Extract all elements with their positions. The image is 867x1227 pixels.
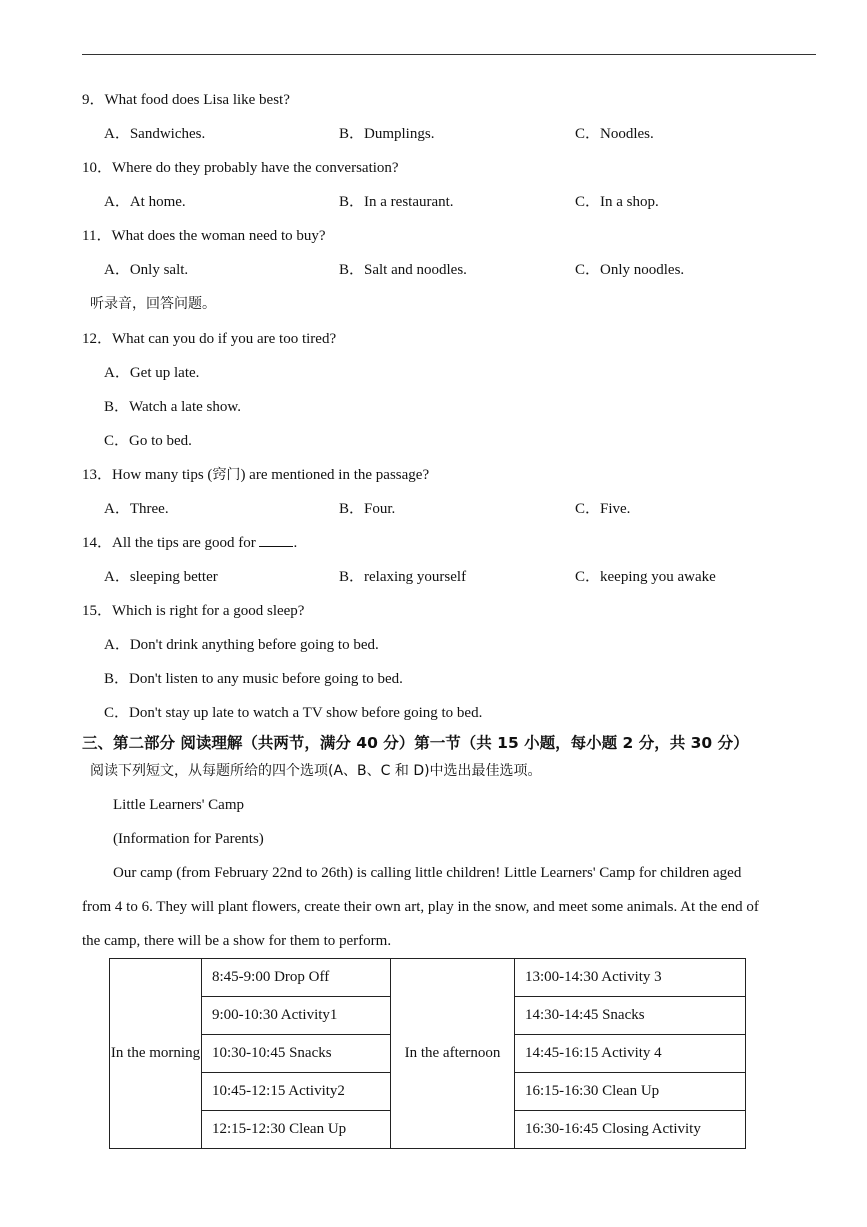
header-rule — [82, 54, 816, 55]
question-14: 14．All the tips are good for . — [82, 535, 298, 551]
table-cell: 10:45-12:15 Activity2 — [202, 1073, 391, 1111]
q13-option-a[interactable]: A．Three. — [104, 501, 169, 517]
afternoon-label: In the afternoon — [391, 959, 515, 1149]
q12-option-a[interactable]: A．Get up late. — [104, 365, 200, 381]
question-13: 13．How many tips (窍门) are mentioned in the passage? — [82, 467, 430, 483]
question-12: 12．What can you do if you are too tired? — [82, 331, 337, 347]
table-cell: 10:30-10:45 Snacks — [202, 1035, 391, 1073]
q13-option-b[interactable]: B．Four. — [339, 501, 396, 517]
q14-option-c[interactable]: C．keeping you awake — [575, 569, 716, 585]
q11-option-b[interactable]: B．Salt and noodles. — [339, 262, 467, 278]
table-cell: 14:30-14:45 Snacks — [515, 997, 746, 1035]
passage-title: Little Learners' Camp — [113, 797, 244, 813]
passage-paragraph-line: from 4 to 6. They will plant flowers, create their own art, play in the snow, and meet some animals. At the end of — [82, 899, 759, 915]
table-cell: 9:00-10:30 Activity1 — [202, 997, 391, 1035]
question-11: 11．What does the woman need to buy? — [82, 228, 326, 244]
table-cell: 14:45-16:15 Activity 4 — [515, 1035, 746, 1073]
reading-instruction: 阅读下列短文，从每题所给的四个选项(A、B、C 和 D)中选出最佳选项。 — [90, 763, 542, 779]
q14-option-b[interactable]: B．relaxing yourself — [339, 569, 467, 585]
table-cell: 16:30-16:45 Closing Activity — [515, 1111, 746, 1149]
q10-option-b[interactable]: B．In a restaurant. — [339, 194, 454, 210]
q11-option-a[interactable]: A．Only salt. — [104, 262, 189, 278]
table-cell: 12:15-12:30 Clean Up — [202, 1111, 391, 1149]
table-cell: 8:45-9:00 Drop Off — [202, 959, 391, 997]
passage-paragraph-line: Our camp (from February 22nd to 26th) is calling little children! Little Learners' Camp for children aged — [113, 865, 742, 881]
question-15: 15．Which is right for a good sleep? — [82, 603, 305, 619]
q15-option-a[interactable]: A．Don't drink anything before going to bed. — [104, 637, 379, 653]
table-row — [110, 959, 746, 997]
listening-instruction: 听录音，回答问题。 — [90, 296, 216, 312]
q15-option-b[interactable]: B．Don't listen to any music before going to bed. — [104, 671, 403, 687]
morning-label: In the morning — [110, 959, 202, 1149]
q12-option-c[interactable]: C．Go to bed. — [104, 433, 192, 449]
q9-option-c[interactable]: C．Noodles. — [575, 126, 654, 142]
q10-option-c[interactable]: C．In a shop. — [575, 194, 659, 210]
q10-option-a[interactable]: A．At home. — [104, 194, 186, 210]
q15-option-c[interactable]: C．Don't stay up late to watch a TV show before going to bed. — [104, 705, 483, 721]
passage-subtitle: (Information for Parents) — [113, 831, 264, 847]
question-10: 10．Where do they probably have the conversation? — [82, 160, 399, 176]
question-9: 9．What food does Lisa like best? — [82, 92, 290, 108]
q9-option-b[interactable]: B．Dumplings. — [339, 126, 435, 142]
q13-option-c[interactable]: C．Five. — [575, 501, 631, 517]
q9-option-a[interactable]: A．Sandwiches. — [104, 126, 206, 142]
camp-schedule-table — [109, 958, 746, 1149]
table-cell: 16:15-16:30 Clean Up — [515, 1073, 746, 1111]
q14-option-a[interactable]: A．sleeping better — [104, 569, 218, 585]
section-heading: 三、第二部分 阅读理解（共两节，满分 40 分）第一节（共 15 小题，每小题 2 分，共 30 分） — [82, 734, 749, 752]
q12-option-b[interactable]: B．Watch a late show. — [104, 399, 241, 415]
answer-blank — [259, 533, 293, 547]
table-cell: 13:00-14:30 Activity 3 — [515, 959, 746, 997]
passage-paragraph-line: the camp, there will be a show for them to perform. — [82, 933, 392, 949]
q11-option-c[interactable]: C．Only noodles. — [575, 262, 685, 278]
